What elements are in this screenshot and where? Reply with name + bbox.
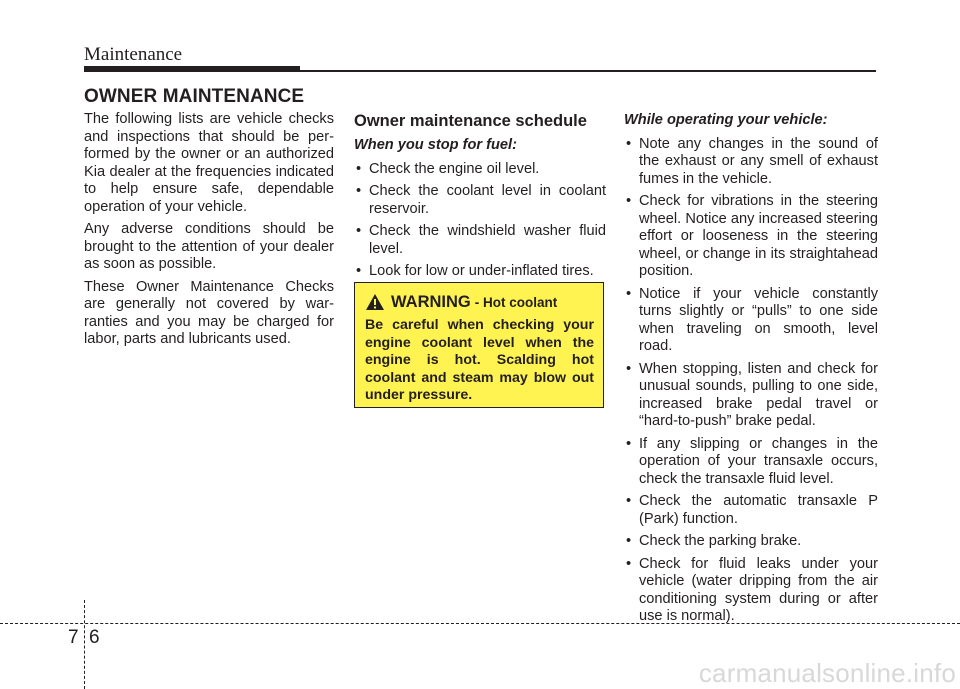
intro-paragraph: These Owner Maintenance Checks are generally not covered by warranties and you may be charged for labor, parts and lubricants used.: [84, 278, 334, 347]
list-item: • Check the windshield washer fluid level.: [356, 223, 606, 257]
list-item: • Check for vibrations in the steering wheel. Notice any increased steering effort or looseness in the steering wheel, or change in its straightahead position.: [626, 193, 878, 279]
fuel-stop-subheading: When you stop for fuel:: [354, 137, 517, 153]
chapter-number: 7: [68, 627, 79, 648]
bullet-icon: •: [626, 493, 632, 509]
operating-checklist: [624, 136, 878, 626]
header-title: Maintenance: [84, 44, 183, 65]
watermark: carmanualsonline.info: [698, 658, 956, 688]
list-item: • Check for fluid leaks under your vehicle (water dripping from the air conditioning system during or after use is normal).: [626, 555, 878, 624]
bullet-icon: •: [626, 533, 632, 549]
list-item: • Note any changes in the sound of the exhaust or any smell of exhaust fumes in the vehicle.: [626, 135, 878, 187]
fuel-stop-checklist: [354, 161, 606, 281]
footer-vertical-divider: [84, 600, 85, 689]
schedule-heading: Owner maintenance schedule: [354, 112, 587, 130]
footer-divider: [0, 623, 960, 624]
warning-box: [354, 282, 604, 408]
bullet-icon: •: [626, 555, 632, 572]
list-item: • Check the parking brake.: [626, 533, 802, 549]
intro-paragraph: The following lists are vehicle checks and inspections that should be performed by the owner or an authorized Kia dealer at the frequencies indicated to help ensure safe, dependable operation of your vehicle.: [84, 111, 334, 215]
operating-subheading: While operating your vehicle:: [624, 112, 828, 128]
bullet-icon: •: [626, 435, 632, 452]
list-item: • Notice if your vehicle constantly turns slightly or “pulls” to one side when traveling on smooth, level road.: [626, 285, 878, 354]
intro-column: [84, 111, 334, 354]
warning-sublabel: - Hot coolant: [474, 294, 558, 310]
intro-paragraph: Any adverse conditions should be brought to the attention of your dealer as soon as possible.: [84, 221, 334, 272]
list-item: • Check the engine oil level.: [356, 160, 540, 177]
bullet-icon: •: [626, 285, 632, 302]
warning-label: WARNING: [391, 292, 471, 311]
list-item: • Look for low or under-inflated tires.: [356, 263, 594, 279]
bullet-icon: •: [356, 183, 362, 199]
warning-text: Be careful when checking your engine coolant level when the engine is hot. Scalding hot coolant and steam may blow out under pressure.: [365, 317, 594, 403]
page-number: 6: [89, 627, 100, 648]
bullet-icon: •: [356, 160, 362, 177]
list-item: • Check the coolant level in coolant reservoir.: [356, 183, 606, 217]
bullet-icon: •: [626, 360, 632, 377]
fuel-stop-column: [354, 111, 606, 286]
list-item: • If any slipping or changes in the operation of your transaxle occurs, check the transaxle fluid level.: [626, 435, 878, 487]
bullet-icon: •: [626, 135, 632, 152]
header-rule-thick: [84, 66, 300, 72]
warning-triangle-icon: [365, 293, 385, 311]
warning-header: [365, 291, 594, 313]
list-item: • When stopping, listen and check for unusual sounds, pulling to one side, increased brake pedal travel or “hard-to-push” brake pedal.: [626, 360, 878, 429]
header-rule-thin: [300, 70, 876, 72]
section-title: OWNER MAINTENANCE: [84, 86, 305, 107]
operating-column: [624, 111, 878, 631]
bullet-icon: •: [626, 193, 632, 209]
bullet-icon: •: [356, 223, 362, 239]
list-item: • Check the automatic transaxle P (Park) function.: [626, 493, 878, 527]
bullet-icon: •: [356, 263, 362, 279]
